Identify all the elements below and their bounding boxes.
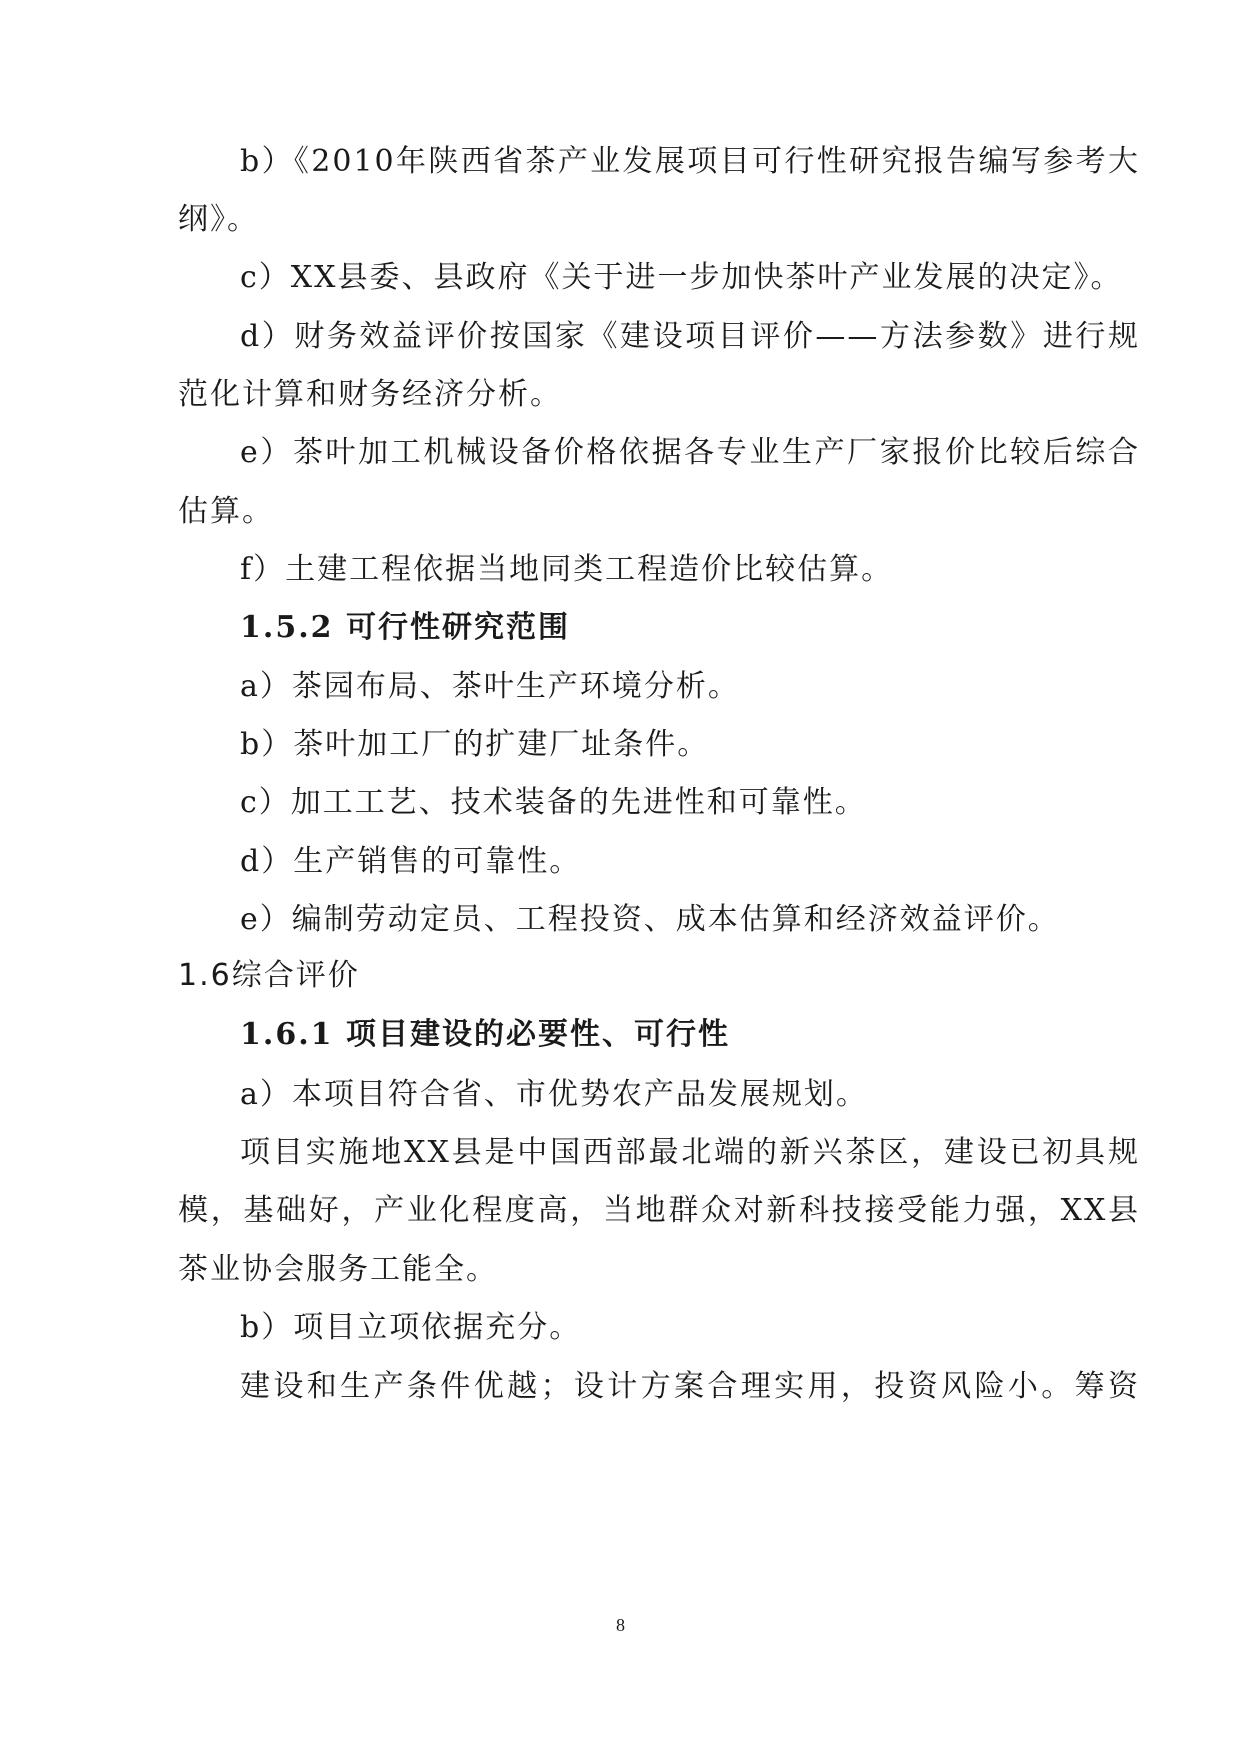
reference-b-line1: b）《2010年陕西省茶产业发展项目可行性研究报告编写参考大	[240, 144, 1140, 179]
reference-e-line1: e）茶叶加工机械设备价格依据各专业生产厂家报价比较后综合	[240, 435, 1140, 470]
evaluation-item-a: a）本项目符合省、市优势农产品发展规划。	[240, 1077, 868, 1112]
scope-item-d: d）生产销售的可靠性。	[240, 844, 582, 879]
scope-item-b: b）茶叶加工厂的扩建厂址条件。	[240, 727, 710, 762]
reference-b-line2: 纲》。	[178, 202, 259, 237]
evaluation-item-b: b）项目立项依据充分。	[240, 1310, 582, 1345]
evaluation-para2-line1: 建设和生产条件优越；设计方案合理实用，投资风险小。筹资	[240, 1369, 1140, 1404]
reference-d-line2: 范化计算和财务经济分析。	[178, 377, 562, 412]
reference-e-line2: 估算。	[178, 494, 274, 529]
reference-c: c）XX县委、县政府《关于进一步加快茶叶产业发展的决定》。	[240, 260, 1123, 295]
evaluation-para-line1: 项目实施地XX县是中国西部最北端的新兴茶区，建设已初具规	[240, 1135, 1140, 1170]
reference-d-line1: d）财务效益评价按国家《建设项目评价——方法参数》进行规	[240, 319, 1140, 354]
evaluation-para-line3: 茶业协会服务工能全。	[178, 1252, 498, 1287]
scope-item-c: c）加工工艺、技术装备的先进性和可靠性。	[240, 785, 867, 820]
scope-item-e: e）编制劳动定员、工程投资、成本估算和经济效益评价。	[240, 902, 1060, 937]
evaluation-para-line2: 模，基础好，产业化程度高，当地群众对新科技接受能力强，XX县	[178, 1193, 1140, 1228]
page-number: 8	[616, 1615, 625, 1635]
scope-item-a: a）茶园布局、茶叶生产环境分析。	[240, 669, 740, 704]
section-heading-1-6-1: 1.6.1 项目建设的必要性、可行性	[240, 1017, 730, 1052]
section-heading-1-5-2: 1.5.2 可行性研究范围	[240, 610, 570, 645]
reference-f: f）土建工程依据当地同类工程造价比较估算。	[240, 552, 894, 587]
section-heading-1-6: 1.6综合评价	[178, 958, 360, 993]
